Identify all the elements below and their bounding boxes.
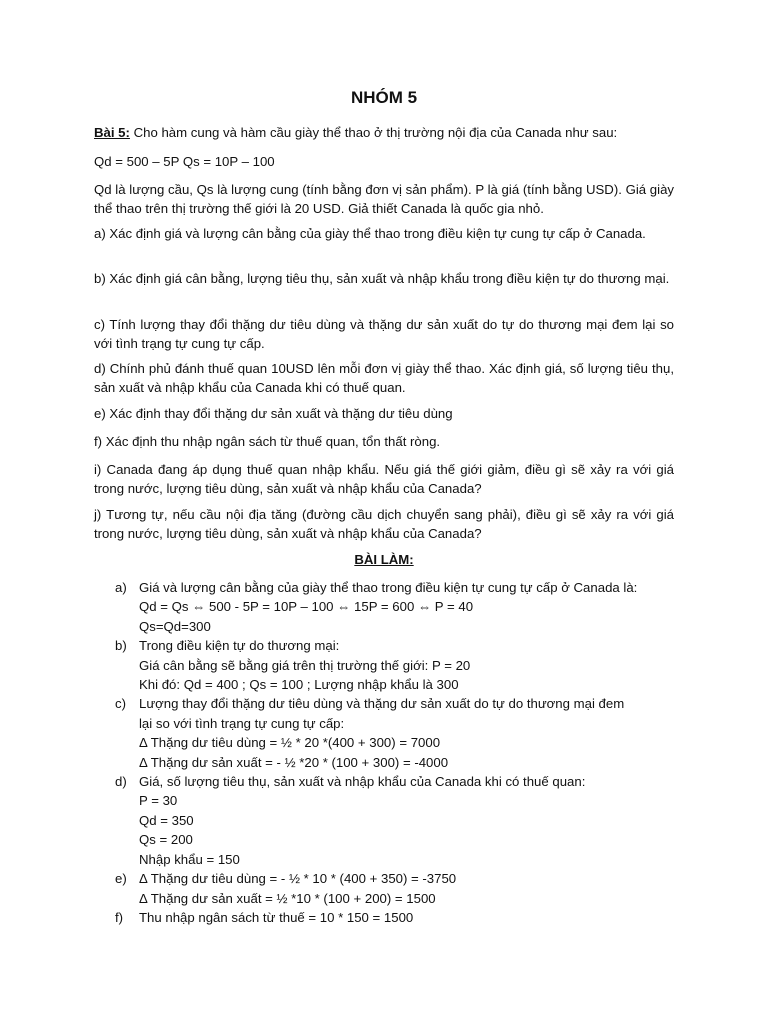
answer-letter: a) (115, 580, 127, 595)
answer-line: Thu nhập ngân sách từ thuế = 10 * 150 = 1500 (139, 909, 414, 925)
question-j: j) Tương tự, nếu cầu nội địa tăng (đường cầu dịch chuyển sang phải), điều gì sẽ xảy ra với giá trong nước, lượng tiêu dùng, sản xuất và nhập khẩu của Canada? (94, 507, 674, 541)
answer-line: Δ Thặng dư tiêu dùng = - ½ * 10 * (400 + 350) = -3750 (139, 871, 457, 887)
answer-line: P = 30 (139, 793, 178, 809)
question-d: d) Chính phủ đánh thuế quan 10USD lên mỗi đơn vị giày thể thao. Xác định giá, số lượng tiêu thụ, sản xuất và nhập khẩu của Canada khi có thuế quan. (94, 361, 674, 395)
answer-line: Giá cân bằng sẽ bằng giá trên thị trường thế giới: P = 20 (139, 657, 471, 673)
page-title: NHÓM 5 (350, 88, 418, 107)
question-b: b) Xác định giá cân bằng, lượng tiêu thụ, sản xuất và nhập khẩu trong điều kiện tự do thương mại. (94, 271, 670, 286)
answer-letter: e) (115, 871, 127, 887)
answer-letter: f) (115, 909, 124, 925)
problem-description: Qd là lượng cầu, Qs là lượng cung (tính bằng đơn vị sản phẩm). P là giá (tính bằng USD). Giá giày thể thao trên thị trường thế giới là 20 USD. Giả thiết Canada là quốc gia nhỏ. (94, 182, 674, 216)
answer-line: Qs=Qd=300 (139, 618, 211, 634)
answer-line: Trong điều kiện tự do thương mại: (139, 638, 340, 654)
answer-letter: c) (115, 696, 126, 712)
answer-d (94, 772, 674, 869)
question-f: f) Xác định thu nhập ngân sách từ thuế quan, tổn thất ròng. (94, 434, 441, 449)
answer-letter: d) (115, 774, 127, 790)
answer-line: Lượng thay đổi thặng dư tiêu dùng và thặng dư sản xuất do tự do thương mại đem (139, 696, 625, 712)
answer-line: Qs = 200 (139, 832, 193, 848)
question-i: i) Canada đang áp dụng thuế quan nhập khẩu. Nếu giá thế giới giảm, điều gì sẽ xảy ra với giá trong nước, lượng tiêu dùng, sản xuất và nhập khẩu của Canada? (94, 462, 674, 496)
answer-line: Δ Thặng dư tiêu dùng = ½ * 20 *(400 + 300) = 7000 (139, 735, 441, 751)
answer-line: Qd = 350 (139, 812, 194, 828)
answer-line: Qd = Qs ⇔ 500 - 5P = 10P – 100 ⇔ 15P = 600 ⇔ P = 40 (139, 599, 474, 615)
answer-c (94, 694, 674, 772)
question-e: e) Xác định thay đổi thặng dư sản xuất và thặng dư tiêu dùng (94, 406, 453, 421)
solution-heading: BÀI LÀM: (354, 552, 414, 567)
question-c: c) Tính lượng thay đổi thặng dư tiêu dùng và thặng dư sản xuất do tự do thương mại đem lại so với tình trạng tự cung tự cấp. (94, 317, 674, 351)
answer-letter: b) (115, 638, 127, 654)
answer-line: Giá, số lượng tiêu thụ, sản xuất và nhập khẩu của Canada khi có thuế quan: (139, 774, 586, 790)
answer-line: lại so với tình trạng tự cung tự cấp: (139, 715, 345, 731)
answer-line: Nhập khẩu = 150 (139, 851, 240, 867)
answer-line: Δ Thặng dư sản xuất = - ½ *20 * (100 + 300) = -4000 (139, 754, 449, 770)
answer-b (94, 636, 674, 694)
problem-intro (94, 123, 674, 142)
problem-equations: Qd = 500 – 5P Qs = 10P – 100 (94, 154, 275, 169)
answer-line: Khi đó: Qd = 400 ; Qs = 100 ; Lượng nhập khẩu là 300 (139, 677, 459, 693)
answer-f (94, 908, 674, 927)
answer-list (94, 578, 674, 927)
answer-line: Δ Thặng dư sản xuất = ½ *10 * (100 + 200) = 1500 (139, 890, 436, 906)
question-a: a) Xác định giá và lượng cân bằng của giày thể thao trong điều kiện tự cung tự cấp ở Canada. (94, 226, 646, 241)
answer-a (94, 578, 674, 636)
answer-e (94, 869, 674, 908)
problem-label: Bài 5: (94, 125, 130, 140)
answer-line: Giá và lượng cân bằng của giày thể thao trong điều kiện tự cung tự cấp ở Canada là: (139, 580, 638, 595)
problem-intro-text: Cho hàm cung và hàm cầu giày thể thao ở thị trường nội địa của Canada như sau: (133, 125, 618, 140)
